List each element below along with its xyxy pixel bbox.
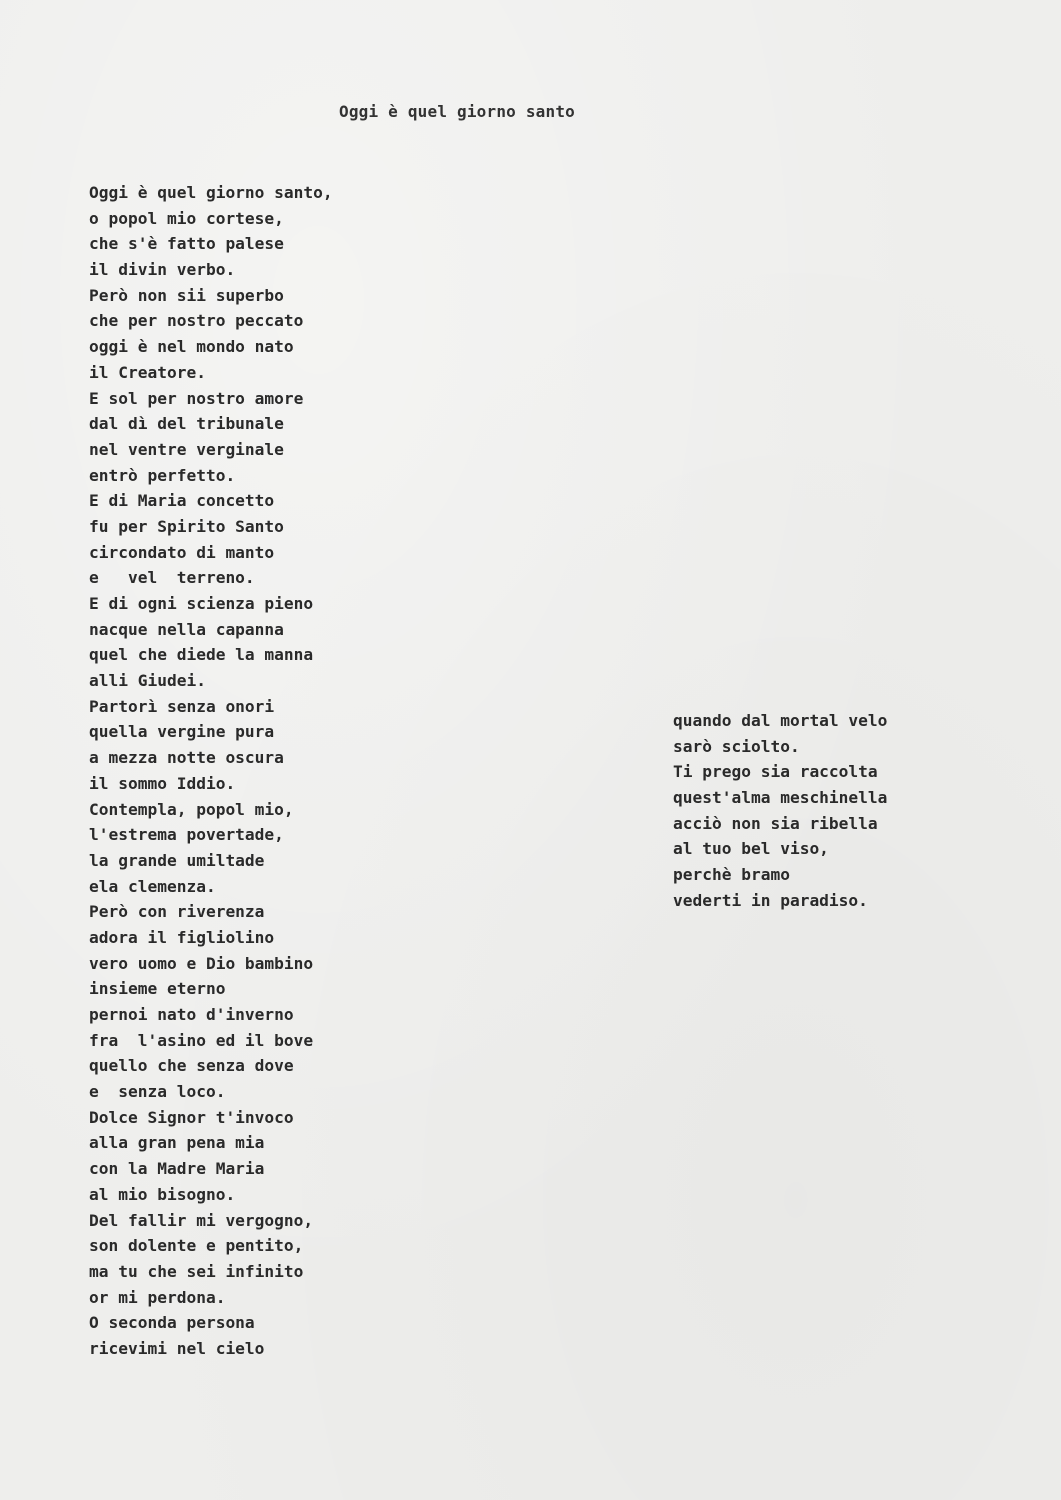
poem-line: quel che diede la manna [89, 645, 314, 665]
poem-line: ela clemenza. [89, 876, 216, 896]
poem-line: acciò non sia ribella [673, 813, 878, 833]
poem-line: Ti prego sia raccolta [673, 762, 878, 782]
poem-title: Oggi è quel giorno santo [339, 102, 575, 121]
poem-line: Però non sii superbo [89, 285, 284, 305]
poem-line: Del fallir mi vergogno, [89, 1210, 314, 1230]
poem-line: or mi perdona. [89, 1287, 226, 1307]
poem-line: il Creatore. [89, 362, 206, 382]
poem-line: vederti in paradiso. [673, 890, 868, 910]
poem-line: il sommo Iddio. [89, 773, 236, 793]
poem-line: fu per Spirito Santo [89, 516, 284, 536]
poem-line: che per nostro peccato [89, 311, 304, 331]
poem-line: e senza loco. [89, 1082, 226, 1102]
poem-line: ma tu che sei infinito [89, 1261, 304, 1281]
poem-line: che s'è fatto palese [89, 234, 284, 254]
poem-line: alla gran pena mia [89, 1133, 265, 1153]
poem-line: quest'alma meschinella [673, 788, 888, 808]
poem-line: perchè bramo [673, 865, 790, 885]
poem-line: E sol per nostro amore [89, 388, 304, 408]
poem-line: quella vergine pura [89, 722, 275, 742]
poem-line: nel ventre verginale [89, 439, 284, 459]
poem-line: al tuo bel viso, [673, 839, 829, 859]
poem-line: quello che senza dove [89, 1056, 294, 1076]
poem-right-column [673, 708, 887, 914]
poem-line: e vel terreno. [89, 568, 255, 588]
poem-line: sarò sciolto. [673, 736, 800, 756]
poem-line: vero uomo e Dio bambino [89, 953, 314, 973]
poem-line: adora il figliolino [89, 927, 275, 947]
poem-line: fra l'asino ed il bove [89, 1030, 314, 1050]
poem-line: al mio bisogno. [89, 1184, 236, 1204]
poem-line: la grande umiltade [89, 850, 265, 870]
poem-line: E di Maria concetto [89, 491, 275, 511]
poem-line: l'estrema povertade, [89, 825, 284, 845]
poem-line: a mezza notte oscura [89, 748, 284, 768]
poem-line: circondato di manto [89, 542, 275, 562]
poem-line: Però con riverenza [89, 902, 265, 922]
poem-line: quando dal mortal velo [673, 711, 888, 730]
poem-line: nacque nella capanna [89, 619, 284, 639]
poem-line: oggi è nel mondo nato [89, 337, 294, 357]
poem-line: entrò perfetto. [89, 465, 236, 485]
poem-line: alli Giudei. [89, 671, 206, 691]
poem-line: con la Madre Maria [89, 1159, 265, 1179]
poem-line: Dolce Signor t'invoco [89, 1107, 294, 1127]
poem-line: Contempla, popol mio, [89, 799, 294, 819]
poem-line: il divin verbo. [89, 260, 236, 280]
poem-line: dal dì del tribunale [89, 414, 284, 434]
poem-left-column [89, 180, 333, 1362]
poem-line: Partorì senza onori [89, 696, 275, 716]
poem-line: son dolente e pentito, [89, 1236, 304, 1256]
poem-line: ricevimi nel cielo [89, 1338, 265, 1358]
poem-line: Oggi è quel giorno santo, [89, 183, 333, 202]
poem-line: insieme eterno [89, 979, 226, 999]
poem-line: O seconda persona [89, 1313, 255, 1333]
poem-line: pernoi nato d'inverno [89, 1005, 294, 1024]
poem-line: o popol mio cortese, [89, 208, 284, 228]
poem-line: E di ogni scienza pieno [89, 594, 314, 613]
